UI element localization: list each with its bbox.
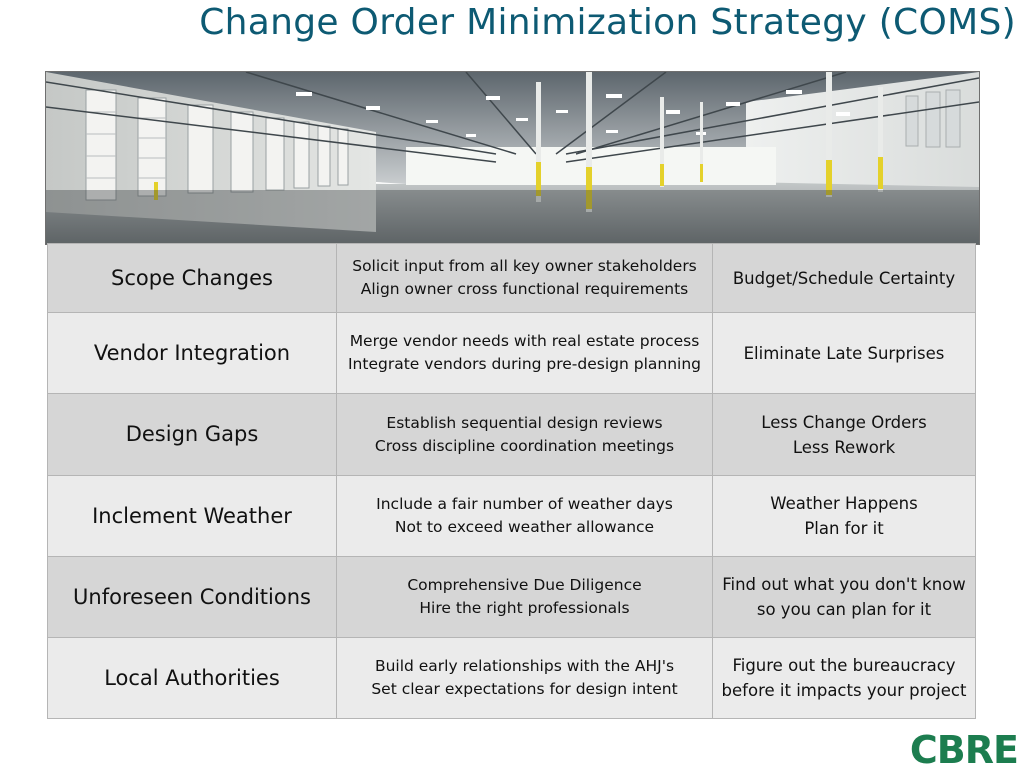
primary-driver-cell: Vendor Integration [48,313,337,394]
strategy-line: Align owner cross functional requirements [360,280,689,298]
table-row [48,638,976,719]
strategy-line: Integrate vendors during pre-design planning [347,355,702,373]
strategy-line: Not to exceed weather allowance [394,518,655,536]
table-row [48,244,976,313]
result-cell [713,394,976,476]
table-row [48,557,976,638]
result-line: Plan for it [804,519,884,538]
strategy-cell [337,557,713,638]
table-row [48,313,976,394]
strategy-cell [337,638,713,719]
table-row [48,394,976,476]
result-line: so you can plan for it [756,600,932,619]
result-line: Less Rework [792,437,896,457]
result-line: before it impacts your project [721,681,967,700]
coms-table [47,243,976,719]
result-line: Budget/Schedule Certainty [732,268,956,288]
primary-driver-cell: Unforeseen Conditions [48,557,337,638]
result-line: Less Change Orders [761,412,927,432]
strategy-line: Hire the right professionals [419,599,630,617]
primary-driver-cell: Local Authorities [48,638,337,719]
strategy-line: Merge vendor needs with real estate process [349,332,700,350]
primary-driver-cell: Inclement Weather [48,476,337,557]
result-line: Find out what you don't know [722,575,966,594]
strategy-line: Cross discipline coordination meetings [374,436,675,455]
table-row [48,476,976,557]
result-line: Eliminate Late Surprises [743,343,945,363]
result-cell [713,557,976,638]
strategy-cell [337,476,713,557]
strategy-line: Include a fair number of weather days [376,495,673,513]
strategy-line: Establish sequential design reviews [386,413,663,432]
result-cell [713,476,976,557]
cbre-logo: CBRE [909,728,1018,772]
strategy-cell [337,313,713,394]
strategy-line: Comprehensive Due Diligence [407,576,642,594]
result-line: Weather Happens [770,494,918,513]
strategy-cell [337,244,713,313]
slide-title: Change Order Minimization Strategy (COMS) [199,2,1016,43]
strategy-line: Solicit input from all key owner stakeholders [352,257,697,275]
result-line: Figure out the bureaucracy [732,656,956,675]
primary-driver-cell: Design Gaps [48,394,337,476]
primary-driver-cell: Scope Changes [48,244,337,313]
strategy-line: Set clear expectations for design intent [371,680,678,698]
result-cell [713,313,976,394]
strategy-cell [337,394,713,476]
warehouse-banner-image [45,71,980,245]
strategy-line: Build early relationships with the AHJ's [374,657,675,675]
result-cell [713,244,976,313]
result-cell [713,638,976,719]
